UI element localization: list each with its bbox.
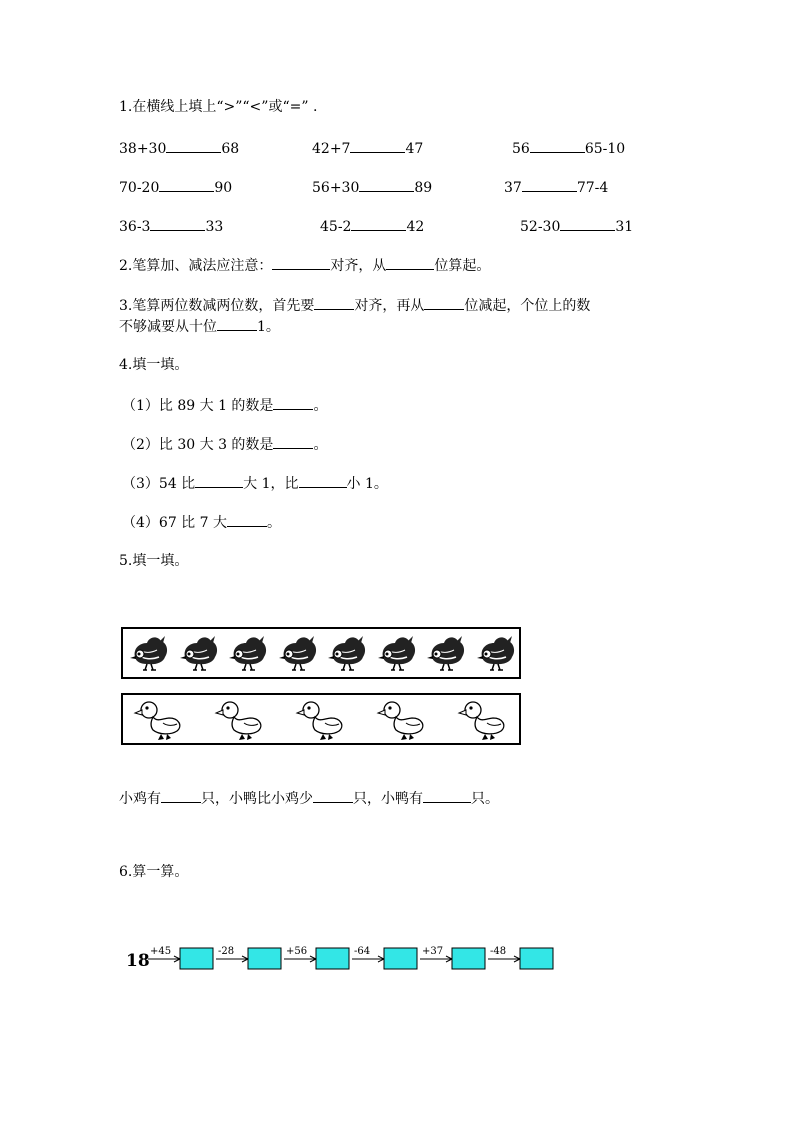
q1-r3c3: 52-30 31 xyxy=(520,219,634,235)
start-number: 18 xyxy=(126,951,150,971)
answer-blank[interactable] xyxy=(530,140,585,153)
answer-box[interactable] xyxy=(248,948,281,969)
q4-item4: （4）67 比 7 大 。 xyxy=(122,515,281,531)
chick-panel xyxy=(121,627,521,679)
answer-blank[interactable] xyxy=(227,514,267,527)
q1-r3c1: 36-3 33 xyxy=(119,219,224,235)
chick-icon xyxy=(127,633,171,677)
calc-chain xyxy=(118,938,568,974)
q1-r3c2: 45-2 42 xyxy=(320,219,425,235)
answer-box[interactable] xyxy=(452,948,485,969)
operation-label: -64 xyxy=(354,946,371,957)
q1-title: 1.在横线上填上“>”“<”或“=” . xyxy=(119,99,318,115)
q5-sentence: 小鸡有 只，小鸭比小鸡少 只，小鸭有 只。 xyxy=(119,791,499,807)
answer-blank[interactable] xyxy=(359,179,414,192)
answer-blank[interactable] xyxy=(273,436,313,449)
q1-r1c3: 56 65-10 xyxy=(512,141,626,157)
answer-blank[interactable] xyxy=(350,140,405,153)
chick-icon xyxy=(375,633,419,677)
answer-box[interactable] xyxy=(180,948,213,969)
q5-title: 5.填一填。 xyxy=(119,553,189,569)
answer-blank[interactable] xyxy=(299,475,347,488)
answer-blank[interactable] xyxy=(161,790,201,803)
q1-r2c3: 37 77-4 xyxy=(504,180,609,196)
q2-line: 2.笔算加、减法应注意： 对齐，从 位算起。 xyxy=(119,258,491,274)
answer-blank[interactable] xyxy=(195,475,243,488)
answer-blank[interactable] xyxy=(166,140,221,153)
duck-icon xyxy=(214,696,266,746)
duck-panel xyxy=(121,693,521,745)
operation-label: +37 xyxy=(422,946,444,957)
answer-box[interactable] xyxy=(520,948,553,969)
q4-title: 4.填一填。 xyxy=(119,357,189,373)
q1-r1c1: 38+30 68 xyxy=(119,141,240,157)
answer-blank[interactable] xyxy=(423,790,471,803)
q4-item1: （1）比 89 大 1 的数是 。 xyxy=(122,398,328,414)
q4-item2: （2）比 30 大 3 的数是 。 xyxy=(122,437,328,453)
answer-blank[interactable] xyxy=(159,179,214,192)
answer-blank[interactable] xyxy=(150,218,205,231)
answer-blank[interactable] xyxy=(273,397,313,410)
duck-icon xyxy=(457,696,509,746)
q1-r2c1: 70-20 90 xyxy=(119,180,233,196)
chick-icon xyxy=(177,633,221,677)
operation-label: -28 xyxy=(218,946,235,957)
answer-blank[interactable] xyxy=(522,179,577,192)
answer-blank[interactable] xyxy=(424,297,464,310)
answer-box[interactable] xyxy=(384,948,417,969)
operation-label: +56 xyxy=(286,946,308,957)
q1-r1c2: 42+7 47 xyxy=(312,141,424,157)
answer-blank[interactable] xyxy=(313,790,353,803)
answer-blank[interactable] xyxy=(217,318,257,331)
answer-blank[interactable] xyxy=(351,218,406,231)
answer-blank[interactable] xyxy=(272,257,330,270)
chick-icon xyxy=(226,633,270,677)
answer-blank[interactable] xyxy=(314,297,354,310)
duck-icon xyxy=(295,696,347,746)
chick-icon xyxy=(474,633,518,677)
q6-title: 6.算一算。 xyxy=(119,864,189,880)
chick-icon xyxy=(276,633,320,677)
q1-r2c2: 56+30 89 xyxy=(312,180,433,196)
chick-icon xyxy=(424,633,468,677)
answer-blank[interactable] xyxy=(386,257,434,270)
answer-blank[interactable] xyxy=(560,218,615,231)
operation-label: +45 xyxy=(150,946,172,957)
q3-line1: 3.笔算两位数减两位数，首先要 对齐，再从 位减起，个位上的数 xyxy=(119,298,591,314)
duck-icon xyxy=(376,696,428,746)
chick-icon xyxy=(325,633,369,677)
q4-item3: （3）54 比 大 1，比 小 1。 xyxy=(122,476,388,492)
duck-icon xyxy=(133,696,185,746)
operation-label: -48 xyxy=(490,946,507,957)
answer-box[interactable] xyxy=(316,948,349,969)
q3-line2: 不够减要从十位 1。 xyxy=(119,319,280,335)
